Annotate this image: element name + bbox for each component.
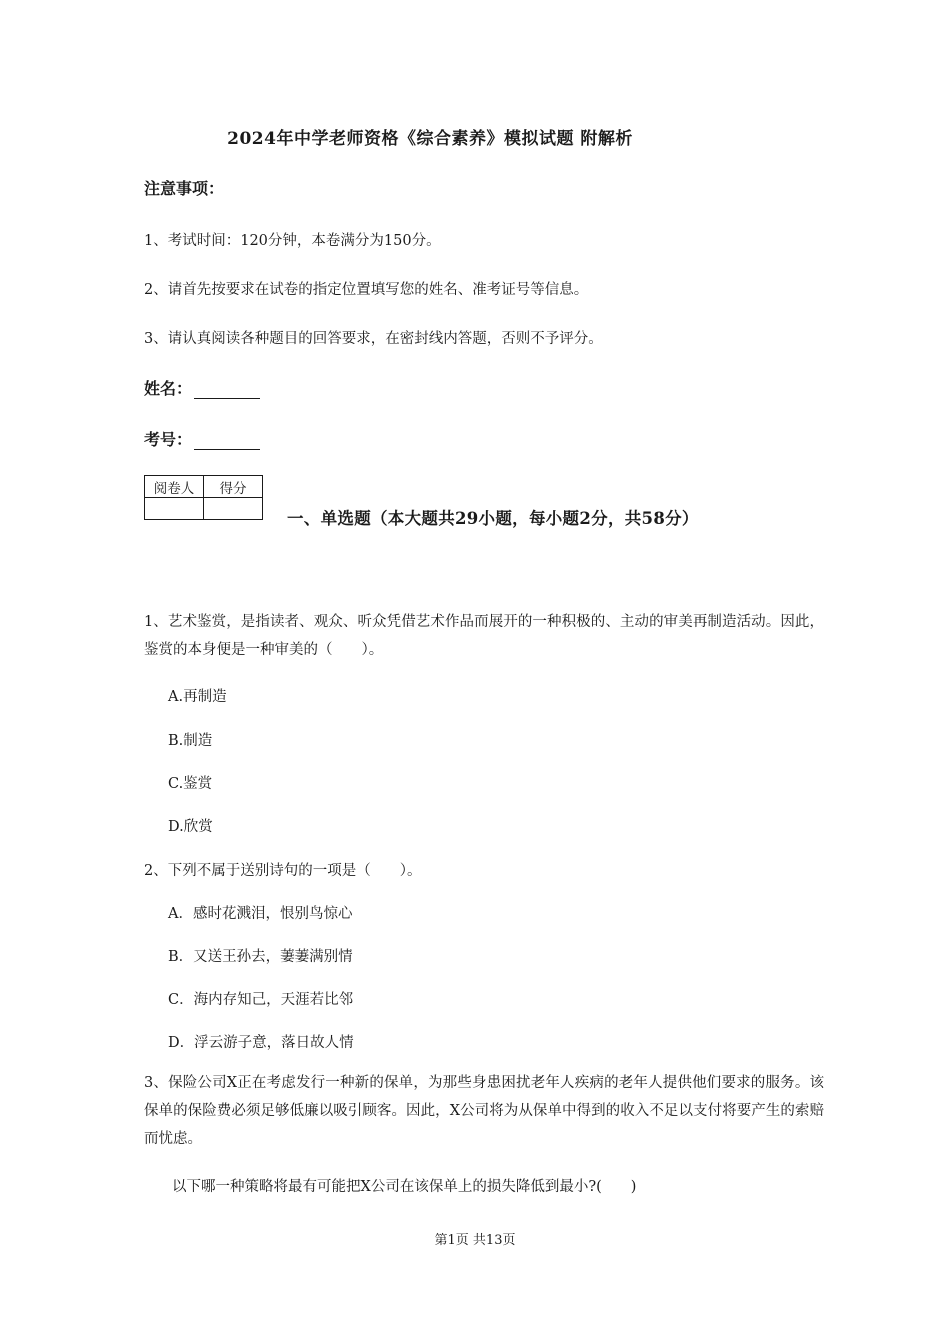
exam-id-label: 考号： <box>144 430 193 449</box>
page-title: 2024年中学老师资格《综合素养》模拟试题 附解析 <box>227 129 633 149</box>
question-2-option-d: D．浮云游子意，落日故人情 <box>168 1035 354 1051</box>
question-2-option-c: C．海内存知己，天涯若比邻 <box>168 992 354 1008</box>
score-table <box>144 475 263 520</box>
question-2-option-a: A．感时花溅泪，恨别鸟惊心 <box>168 906 353 922</box>
question-3-prompt: 以下哪一种策略将最有可能把X公司在该保单上的损失降低到最小?( ) <box>172 1179 637 1195</box>
name-field[interactable] <box>144 376 260 399</box>
note-item: 2、请首先按要求在试卷的指定位置填写您的姓名、准考证号等信息。 <box>144 282 589 298</box>
question-1-option-d: D.欣赏 <box>168 819 213 835</box>
grader-header: 阅卷人 <box>145 476 204 498</box>
page-footer: 第1页 共13页 <box>434 1233 516 1248</box>
question-3-stem: 3、保险公司X正在考虑发行一种新的保单，为那些身患困扰老年人疾病的老年人提供他们要求的服务。该保单的保险费必须足够低廉以吸引顾客。因此，X公司将为从保单中得到的收入不足以支付将要产生的索赔而忧虑。 <box>144 1075 824 1147</box>
name-blank-line[interactable] <box>194 382 260 399</box>
question-2-option-b: B．又送王孙去，萋萋满别情 <box>168 949 353 965</box>
question-1-option-a: A.再制造 <box>168 689 227 705</box>
question-2-stem: 2、下列不属于送别诗句的一项是（ ）。 <box>144 863 422 879</box>
score-cell[interactable] <box>204 498 263 520</box>
question-1-option-b: B.制造 <box>168 733 213 749</box>
question-1-stem: 1、艺术鉴赏，是指读者、观众、听众凭借艺术作品而展开的一种积极的、主动的审美再制造活动。因此，鉴赏的本身便是一种审美的（ ）。 <box>144 614 824 658</box>
note-item: 1、考试时间：120分钟，本卷满分为150分。 <box>144 233 441 249</box>
name-label: 姓名： <box>144 379 193 398</box>
notes-heading: 注意事项： <box>144 179 225 198</box>
question-1-option-c: C.鉴赏 <box>168 776 213 792</box>
exam-id-blank-line[interactable] <box>194 433 260 450</box>
section-title: 一、单选题（本大题共29小题，每小题2分，共58分） <box>287 509 699 528</box>
score-header: 得分 <box>204 476 263 498</box>
exam-id-field[interactable] <box>144 427 260 450</box>
note-item: 3、请认真阅读各种题目的回答要求，在密封线内答题，否则不予评分。 <box>144 331 603 347</box>
grader-cell[interactable] <box>145 498 204 520</box>
